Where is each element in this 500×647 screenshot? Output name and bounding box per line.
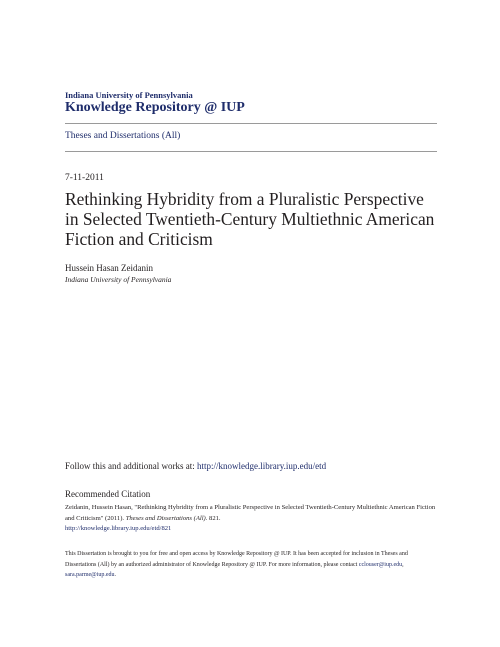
access-note bbox=[65, 549, 440, 581]
citation-text bbox=[65, 503, 440, 535]
citation-series: Theses and Dissertations (All) bbox=[125, 514, 206, 522]
follow-link[interactable]: http://knowledge.library.iup.edu/etd bbox=[197, 461, 327, 471]
author-affiliation: Indiana University of Pennsylvania bbox=[65, 275, 172, 284]
document-title: Rethinking Hybridity from a Pluralistic Perspective in Selected Twentieth-Century Multiethnic American Fiction and Criticism bbox=[65, 189, 435, 249]
citation-heading: Recommended Citation bbox=[65, 489, 151, 499]
contact-email-1[interactable]: cclouser@iup.edu bbox=[358, 561, 403, 568]
follow-prefix: Follow this and additional works at: bbox=[65, 461, 197, 471]
access-note-text: This Dissertation is brought to you for free and open access by Knowledge Repository @ IUP. It has been accepted for inclusion in Theses and Dissertations (All) by an authorized administrator of Knowledge Repository @ IUP. For more information, please contact bbox=[65, 551, 408, 568]
repository-name[interactable]: Knowledge Repository @ IUP bbox=[65, 100, 245, 115]
citation-link[interactable]: http://knowledge.library.iup.edu/etd/821 bbox=[65, 525, 172, 532]
collection-link[interactable]: Theses and Dissertations (All) bbox=[65, 131, 181, 141]
author-name: Hussein Hasan Zeidanin bbox=[65, 263, 153, 273]
contact-email-2[interactable]: sara.parme@iup.edu bbox=[65, 572, 115, 578]
divider bbox=[65, 123, 437, 124]
university-name: Indiana University of Pennsylvania bbox=[65, 90, 193, 100]
publication-date: 7-11-2011 bbox=[65, 173, 104, 183]
divider bbox=[65, 151, 437, 152]
citation-number: . 821. bbox=[205, 514, 221, 522]
email-separator: , bbox=[402, 561, 404, 568]
citation-body: Zeidanin, Hussein Hasan, "Rethinking Hybridity from a Pluralistic Perspective in Selected Twentieth-Century Multiethnic American Fiction and Criticism" (2011). bbox=[65, 504, 436, 522]
follow-line bbox=[65, 461, 326, 471]
access-note-end: . bbox=[114, 572, 117, 578]
